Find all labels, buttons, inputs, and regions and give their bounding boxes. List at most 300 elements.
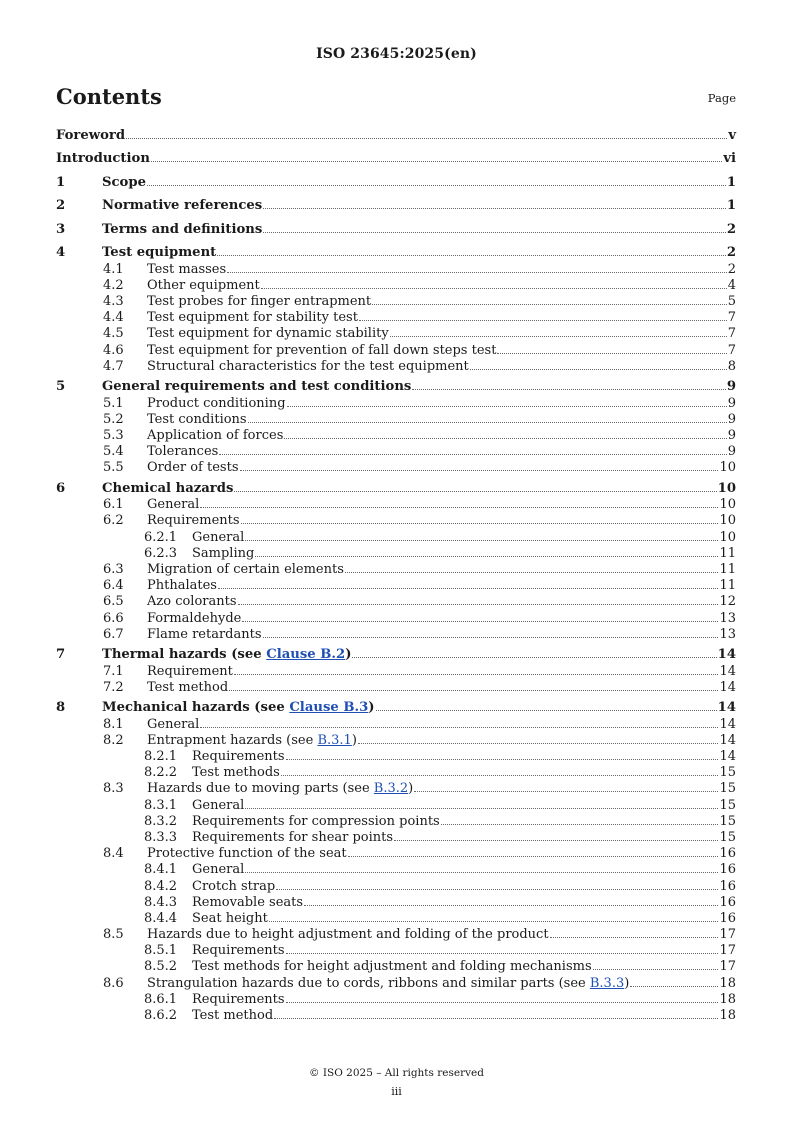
toc-entry-title-text: Formaldehyde xyxy=(147,610,242,626)
toc-entry-number: 6.5 xyxy=(103,594,124,610)
toc-entry-page: 16 xyxy=(719,894,736,910)
toc-entry-number: 6.3 xyxy=(103,561,124,577)
dot-leader xyxy=(234,664,719,675)
toc-entry[interactable] xyxy=(56,562,736,578)
toc-entry-title xyxy=(147,781,413,797)
toc-entry-title-text: Test methods for height adjustment and folding mechanisms xyxy=(192,959,592,975)
dot-leader xyxy=(276,879,718,890)
toc-entry[interactable] xyxy=(56,1008,736,1024)
toc-entry-number: 7 xyxy=(56,647,66,663)
toc-entry-number: 8.6.1 xyxy=(144,991,178,1007)
toc-entry[interactable] xyxy=(56,310,736,326)
toc-entry-title xyxy=(192,943,285,959)
toc-entry-page: 10 xyxy=(719,529,736,545)
dot-leader xyxy=(394,830,718,841)
dot-leader xyxy=(348,846,719,857)
toc-entry-page: 9 xyxy=(727,427,736,443)
toc-entry[interactable] xyxy=(56,343,736,359)
toc-entry-page: 7 xyxy=(727,326,736,342)
toc-entry[interactable] xyxy=(56,943,736,959)
toc-entry-number: 5.2 xyxy=(103,411,124,427)
toc-entry-number: 6.2.3 xyxy=(144,545,178,561)
toc-entry-title-text: Thermal hazards (see xyxy=(102,647,267,663)
dot-leader xyxy=(345,562,719,573)
toc-entry-number: 6 xyxy=(56,481,66,497)
toc-entry-number: 8.3.1 xyxy=(144,797,178,813)
toc-entry-number: 8.4.3 xyxy=(144,894,178,910)
toc-entry-number: 8.4.4 xyxy=(144,910,178,926)
toc-entry-title xyxy=(102,175,146,191)
toc-entry-title xyxy=(192,798,244,814)
toc-entry-number: 4.1 xyxy=(103,261,124,277)
toc-entry-title-text: Test equipment for stability test xyxy=(147,310,358,326)
toc-entry-page: 18 xyxy=(719,991,736,1007)
toc-entry-page: 2 xyxy=(726,245,736,261)
dot-leader xyxy=(286,749,719,760)
toc-entry-title-text: Migration of certain elements xyxy=(147,561,344,577)
toc-entry[interactable] xyxy=(56,497,736,513)
toc-entry-number: 5.1 xyxy=(103,395,124,411)
dot-leader xyxy=(219,444,726,455)
toc-entry[interactable] xyxy=(56,749,736,765)
dot-leader xyxy=(284,428,726,439)
toc-entry-title xyxy=(147,310,358,326)
toc-entry-title xyxy=(192,862,244,878)
toc-entry-title-tail: ) xyxy=(408,781,414,797)
toc-entry-title-text: Application of forces xyxy=(147,427,284,443)
toc-entry-title xyxy=(147,664,233,680)
toc-entry-title-tail: ) xyxy=(368,700,375,716)
toc-entry-title-text: Hazards due to height adjustment and folding of the product xyxy=(147,927,549,943)
toc-entry[interactable] xyxy=(56,198,736,214)
toc-entry[interactable] xyxy=(56,895,736,911)
dot-leader xyxy=(286,992,719,1003)
toc-entry-number: 8.2.1 xyxy=(144,749,178,765)
toc-entry-title-text: General xyxy=(192,797,245,813)
toc-entry-page: 16 xyxy=(719,862,736,878)
toc-entry-title-text: General requirements and test conditions xyxy=(102,379,412,395)
cross-reference-link[interactable]: Clause B.3 xyxy=(289,700,369,716)
dot-leader xyxy=(217,245,726,256)
toc-entry-number: 2 xyxy=(56,198,66,214)
toc-entry-title xyxy=(102,481,233,497)
toc-entry[interactable] xyxy=(56,513,736,529)
dot-leader xyxy=(261,278,727,289)
toc-entry-title-text: Protective function of the seat xyxy=(147,846,347,862)
toc-entry-number: 5.3 xyxy=(103,427,124,443)
cross-reference-link[interactable]: Clause B.2 xyxy=(266,647,346,663)
toc-entry-page: 4 xyxy=(727,277,736,293)
toc-entry-page: 14 xyxy=(719,716,736,732)
toc-entry-number: 6.7 xyxy=(103,626,124,642)
copyright-notice: © ISO 2025 – All rights reserved xyxy=(309,1067,484,1079)
dot-leader xyxy=(497,343,726,354)
cross-reference-link[interactable]: B.3.1 xyxy=(317,732,352,748)
toc-entry-title xyxy=(147,927,549,943)
toc-entry-number: 6.1 xyxy=(103,497,124,513)
toc-entry-page: vi xyxy=(723,151,736,167)
toc-entry-page: 14 xyxy=(719,732,736,748)
dot-leader xyxy=(372,294,727,305)
dot-leader xyxy=(358,733,719,744)
cross-reference-link[interactable]: B.3.2 xyxy=(373,781,409,797)
toc-entry-title-text: Azo colorants xyxy=(147,594,237,610)
toc-entry[interactable] xyxy=(56,481,736,497)
toc-entry-title-text: Structural characteristics for the test equipment xyxy=(147,358,469,374)
toc-entry-number: 8.3.3 xyxy=(144,829,178,845)
toc-entry[interactable] xyxy=(56,546,736,562)
toc-entry-number: 7.2 xyxy=(103,679,124,695)
dot-leader xyxy=(218,578,718,589)
toc-entry-title xyxy=(147,326,389,342)
toc-entry-title xyxy=(192,895,303,911)
dot-leader xyxy=(263,627,719,638)
dot-leader xyxy=(304,895,718,906)
toc-entry-title-text: Test masses xyxy=(147,261,227,277)
toc-entry-number: 8.4.1 xyxy=(144,862,178,878)
toc-entry[interactable] xyxy=(56,647,736,663)
toc-entry-number: 8.2 xyxy=(103,732,124,748)
toc-entry-page: 8 xyxy=(727,358,736,374)
toc-entry-page: 14 xyxy=(719,749,736,765)
toc-entry-number: 4.3 xyxy=(103,293,124,309)
page-number: iii xyxy=(391,1085,402,1098)
toc-entry-title xyxy=(192,546,254,562)
toc-entry-title-text: General xyxy=(147,497,200,513)
toc-entry-number: 4.5 xyxy=(103,326,124,342)
toc-entry-title xyxy=(147,846,347,862)
toc-entry-title-text: General xyxy=(147,716,200,732)
toc-entry-page: 10 xyxy=(719,497,736,513)
toc-entry[interactable] xyxy=(56,444,736,460)
toc-entry-page: 15 xyxy=(719,765,736,781)
toc-entry-page: 15 xyxy=(719,813,736,829)
toc-entry-title-text: Test conditions xyxy=(147,411,247,427)
toc-entry[interactable] xyxy=(56,151,736,167)
toc-entry-title-text: Normative references xyxy=(102,198,263,214)
toc-entry-title xyxy=(147,294,371,310)
toc-entry-number: 8.4.2 xyxy=(144,878,178,894)
toc-entry[interactable] xyxy=(56,128,736,144)
toc-entry[interactable] xyxy=(56,992,736,1008)
toc-entry-title-text: Flame retardants xyxy=(147,626,262,642)
toc-entry-title xyxy=(56,128,125,144)
toc-entry-title-text: Strangulation hazards due to cords, ribbons and similar parts (see xyxy=(147,975,590,991)
dot-leader xyxy=(281,765,719,776)
toc-entry-title-text: Requirements xyxy=(147,513,240,529)
toc-entry-page: 13 xyxy=(719,626,736,642)
toc-entry-page: 18 xyxy=(719,1008,736,1024)
toc-entry-title-text: Test equipment for prevention of fall down steps test xyxy=(147,342,497,358)
toc-entry-title-text: Removable seats xyxy=(192,894,304,910)
toc-entry[interactable] xyxy=(56,594,736,610)
toc-entry[interactable] xyxy=(56,846,736,862)
toc-entry-page: 14 xyxy=(717,647,736,663)
toc-entry-number: 4.6 xyxy=(103,342,124,358)
dot-leader xyxy=(238,594,719,605)
toc-entry-number: 1 xyxy=(56,174,66,190)
dot-leader xyxy=(248,412,727,423)
toc-entry-title xyxy=(102,222,262,238)
toc-entry-title xyxy=(56,151,150,167)
dot-leader xyxy=(245,862,718,873)
toc-entry-title xyxy=(147,513,240,529)
toc-entry[interactable] xyxy=(56,245,736,261)
table-of-contents xyxy=(56,128,736,1024)
toc-entry[interactable] xyxy=(56,700,736,716)
toc-entry-title xyxy=(192,911,268,927)
toc-entry-title-text: Product conditioning xyxy=(147,395,286,411)
toc-entry-number: 8.1 xyxy=(103,716,124,732)
toc-entry[interactable] xyxy=(56,359,736,375)
toc-entry-number: 6.6 xyxy=(103,610,124,626)
toc-entry-number: 4.2 xyxy=(103,277,124,293)
toc-entry-number: 8.3.2 xyxy=(144,813,178,829)
dot-leader xyxy=(376,700,717,711)
toc-entry-number: 8.6.2 xyxy=(144,1008,178,1024)
toc-entry-page: 14 xyxy=(719,679,736,695)
toc-entry-title xyxy=(102,379,411,395)
toc-entry-title-text: Hazards due to moving parts (see xyxy=(147,781,374,797)
toc-entry-title xyxy=(147,396,286,412)
dot-leader xyxy=(240,460,719,471)
toc-entry-page: 17 xyxy=(719,927,736,943)
toc-entry-page: 16 xyxy=(719,878,736,894)
toc-entry[interactable] xyxy=(56,278,736,294)
toc-entry-title xyxy=(192,992,285,1008)
toc-entry-page: 5 xyxy=(727,293,736,309)
dot-leader xyxy=(227,262,727,273)
toc-entry-page: 10 xyxy=(719,460,736,476)
toc-entry-title-text: Other equipment xyxy=(147,277,260,293)
toc-entry[interactable] xyxy=(56,717,736,733)
dot-leader xyxy=(245,798,718,809)
dot-leader xyxy=(359,310,727,321)
toc-entry-number: 5 xyxy=(56,379,66,395)
toc-entry[interactable] xyxy=(56,733,736,749)
dot-leader xyxy=(200,497,718,508)
toc-entry[interactable] xyxy=(56,798,736,814)
toc-entry-page: 9 xyxy=(727,411,736,427)
toc-entry-number: 4.7 xyxy=(103,358,124,374)
toc-entry-title xyxy=(192,814,440,830)
toc-entry-title xyxy=(102,647,351,663)
toc-entry-title-text: Test probes for finger entrapment xyxy=(147,293,372,309)
toc-entry[interactable] xyxy=(56,765,736,781)
toc-entry-title xyxy=(147,594,237,610)
toc-entry-title-text: Entrapment hazards (see xyxy=(147,732,318,748)
toc-entry[interactable] xyxy=(56,927,736,943)
toc-entry-page: 16 xyxy=(719,846,736,862)
toc-entry[interactable] xyxy=(56,781,736,797)
toc-entry-page: 9 xyxy=(727,444,736,460)
toc-entry-title-text: Introduction xyxy=(56,151,150,167)
toc-entry[interactable] xyxy=(56,578,736,594)
toc-entry-title-text: General xyxy=(192,529,245,545)
toc-entry-page: 2 xyxy=(726,221,736,237)
toc-entry-title-text: Order of tests xyxy=(147,460,239,476)
dot-leader xyxy=(550,927,719,938)
toc-entry-title xyxy=(192,879,275,895)
dot-leader xyxy=(151,151,722,162)
toc-entry[interactable] xyxy=(56,412,736,428)
toc-entry-title xyxy=(192,1008,273,1024)
toc-entry-title xyxy=(147,444,218,460)
toc-entry[interactable] xyxy=(56,959,736,975)
toc-entry-page: 17 xyxy=(719,943,736,959)
toc-entry[interactable] xyxy=(56,611,736,627)
dot-leader xyxy=(414,781,718,792)
toc-entry[interactable] xyxy=(56,830,736,846)
toc-entry-page: 15 xyxy=(719,797,736,813)
toc-entry-title-text: Chemical hazards xyxy=(102,481,234,497)
toc-entry[interactable] xyxy=(56,262,736,278)
dot-leader xyxy=(274,1008,718,1019)
toc-entry-number: 7.1 xyxy=(103,663,124,679)
toc-entry-page: 12 xyxy=(719,594,736,610)
toc-entry-number: 8 xyxy=(56,700,66,716)
toc-entry[interactable] xyxy=(56,396,736,412)
toc-entry-number: 8.5 xyxy=(103,927,124,943)
dot-leader xyxy=(470,359,727,370)
toc-entry-number: 8.5.2 xyxy=(144,959,178,975)
toc-entry[interactable] xyxy=(56,976,736,992)
toc-entry-title-text: Crotch strap xyxy=(192,878,276,894)
toc-entry[interactable] xyxy=(56,222,736,238)
toc-entry-title xyxy=(102,245,216,261)
toc-entry-title-text: Requirements for shear points xyxy=(192,829,394,845)
toc-entry[interactable] xyxy=(56,379,736,395)
toc-entry-title xyxy=(192,749,285,765)
toc-entry-number: 8.3 xyxy=(103,781,124,797)
toc-entry-title-text: Test equipment for dynamic stability xyxy=(147,326,389,342)
toc-entry-page: 11 xyxy=(719,578,736,594)
toc-entry-title-text: Requirements for compression points xyxy=(192,813,440,829)
toc-entry-number: 4.4 xyxy=(103,310,124,326)
toc-entry-title xyxy=(147,717,199,733)
dot-leader xyxy=(245,530,718,541)
toc-entry-title-text: Phthalates xyxy=(147,578,217,594)
toc-entry-page: 7 xyxy=(727,310,736,326)
toc-entry-title xyxy=(147,497,199,513)
toc-entry-title-text: Requirements xyxy=(192,749,285,765)
toc-entry-title xyxy=(147,680,228,696)
toc-entry[interactable] xyxy=(56,460,736,476)
toc-entry[interactable] xyxy=(56,428,736,444)
toc-entry-title-text: Tolerances xyxy=(147,444,219,460)
toc-entry-title-text: Scope xyxy=(102,174,146,190)
toc-entry[interactable] xyxy=(56,879,736,895)
toc-entry[interactable] xyxy=(56,326,736,342)
dot-leader xyxy=(352,647,716,658)
toc-entry-page: 15 xyxy=(719,829,736,845)
toc-entry-title xyxy=(147,262,226,278)
toc-entry-title-text: Test methods xyxy=(192,765,280,781)
toc-entry[interactable] xyxy=(56,294,736,310)
dot-leader xyxy=(242,611,718,622)
dot-leader xyxy=(147,175,726,186)
toc-entry-title xyxy=(147,562,344,578)
toc-entry-number: 8.4 xyxy=(103,846,124,862)
toc-entry-title-text: Terms and definitions xyxy=(102,221,263,237)
toc-entry-title-tail: ) xyxy=(345,647,352,663)
toc-entry-number: 4 xyxy=(56,245,66,261)
dot-leader xyxy=(255,546,718,557)
toc-entry[interactable] xyxy=(56,627,736,643)
toc-entry-title xyxy=(147,412,247,428)
dot-leader xyxy=(229,680,718,691)
toc-entry-page: 10 xyxy=(719,513,736,529)
toc-entry-page: 7 xyxy=(727,342,736,358)
dot-leader xyxy=(200,717,718,728)
dot-leader xyxy=(630,976,718,987)
toc-entry-number: 6.2 xyxy=(103,513,124,529)
dot-leader xyxy=(593,959,719,970)
document-header: ISO 23645:2025(en) xyxy=(316,46,477,62)
toc-entry-number: 5.4 xyxy=(103,444,124,460)
toc-entry-page: 17 xyxy=(719,959,736,975)
toc-entry-title-text: Requirements xyxy=(192,991,285,1007)
toc-entry-number: 8.5.1 xyxy=(144,943,178,959)
toc-entry[interactable] xyxy=(56,175,736,191)
toc-entry[interactable] xyxy=(56,814,736,830)
toc-entry-title-text: General xyxy=(192,862,245,878)
page-title: Contents xyxy=(56,84,162,109)
toc-entry-title xyxy=(147,278,260,294)
toc-entry-title xyxy=(147,611,241,627)
toc-entry-title xyxy=(192,765,280,781)
toc-entry-title-tail: ) xyxy=(624,975,630,991)
toc-entry-number: 8.2.2 xyxy=(144,765,178,781)
toc-entry-number: 6.2.1 xyxy=(144,529,178,545)
toc-entry[interactable] xyxy=(56,911,736,927)
toc-entry[interactable] xyxy=(56,664,736,680)
toc-entry-number: 8.6 xyxy=(103,975,124,991)
toc-entry-title xyxy=(147,428,283,444)
page-column-label: Page xyxy=(707,91,736,105)
toc-entry-title xyxy=(192,530,244,546)
toc-entry-page: 14 xyxy=(719,663,736,679)
toc-entry-title-tail: ) xyxy=(351,732,357,748)
toc-entry-title-text: Sampling xyxy=(192,545,255,561)
toc-entry-page: v xyxy=(728,128,736,143)
toc-entry-page: 15 xyxy=(719,781,736,797)
toc-entry-page: 11 xyxy=(719,561,736,577)
toc-entry-title xyxy=(147,343,496,359)
toc-entry-page: 9 xyxy=(726,379,736,395)
toc-entry-title xyxy=(192,959,592,975)
toc-entry-page: 2 xyxy=(727,261,736,277)
dot-leader xyxy=(234,481,716,492)
toc-entry-page: 18 xyxy=(719,975,736,991)
cross-reference-link[interactable]: B.3.3 xyxy=(589,975,625,991)
dot-leader xyxy=(286,943,719,954)
toc-entry[interactable] xyxy=(56,862,736,878)
toc-entry-number: 3 xyxy=(56,221,66,237)
toc-entry-number: 6.4 xyxy=(103,578,124,594)
toc-entry-page: 16 xyxy=(719,910,736,926)
dot-leader xyxy=(241,513,719,524)
toc-entry[interactable] xyxy=(56,530,736,546)
toc-entry-title xyxy=(147,578,217,594)
toc-entry-title-text: Test method xyxy=(192,1008,274,1024)
toc-entry-title-text: Requirements xyxy=(192,943,285,959)
dot-leader xyxy=(390,326,727,337)
toc-entry-page: 10 xyxy=(717,481,736,497)
toc-entry-page: 1 xyxy=(726,198,736,214)
toc-entry[interactable] xyxy=(56,680,736,696)
toc-entry-title-text: Seat height xyxy=(192,910,268,926)
